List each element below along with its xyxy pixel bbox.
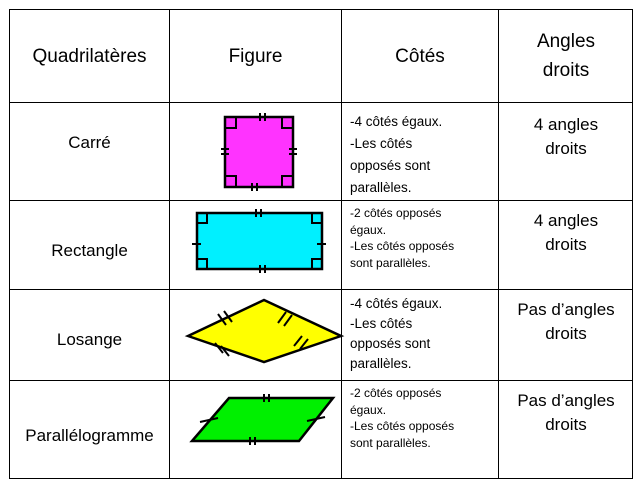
row-name-square: Carré	[68, 133, 111, 152]
sides-line: opposés sont	[350, 336, 431, 351]
sides-line: parallèles.	[350, 356, 412, 371]
angles-line: Pas d’angles	[517, 300, 615, 319]
sides-line: -Les côtés opposés	[350, 239, 455, 253]
angles-line: droits	[545, 324, 587, 343]
row-name-parallelogram: Parallélogramme	[25, 426, 154, 445]
sides-line: -2 côtés opposés	[350, 386, 442, 400]
parallelogram-figure	[192, 394, 333, 445]
angles-line: Pas d’angles	[517, 391, 615, 410]
sides-line: sont parallèles.	[350, 435, 431, 450]
quadrilaterals-table	[9, 9, 633, 479]
header-angles-line1: Angles	[536, 31, 596, 52]
row-name-rhombus: Losange	[56, 330, 123, 349]
rhombus-shape	[188, 300, 341, 362]
sides-line: -4 côtés égaux.	[350, 114, 443, 129]
row-name-rectangle: Rectangle	[51, 241, 128, 260]
sides-line: parallèles.	[350, 180, 412, 195]
angles-line: droits	[545, 139, 587, 158]
sides-line: opposés sont	[350, 158, 431, 173]
rectangle-shape	[197, 213, 322, 269]
rectangle-figure	[192, 209, 326, 273]
angles-line: 4 angles	[533, 211, 599, 230]
figures-layer	[10, 10, 634, 480]
sides-line: -Les côtés	[350, 316, 413, 331]
header-sides: Côtés	[395, 45, 445, 67]
rhombus-figure	[188, 300, 341, 362]
square-figure	[221, 113, 297, 191]
sides-line: -2 côtés opposés	[350, 206, 442, 220]
sides-line: -Les côtés	[350, 136, 413, 151]
header-shape: Quadrilatères	[32, 45, 147, 67]
header-angles-line2: droits	[542, 60, 590, 81]
sides-line: sont parallèles.	[350, 255, 431, 270]
sides-line: -Les côtés opposés	[350, 419, 455, 433]
sides-line: -4 côtés égaux.	[350, 296, 443, 311]
angles-line: droits	[545, 415, 587, 434]
sides-line: égaux.	[350, 402, 387, 417]
header-figure: Figure	[228, 45, 283, 67]
angles-line: droits	[545, 235, 587, 254]
angles-line: 4 angles	[533, 115, 599, 134]
sides-line: égaux.	[350, 222, 387, 237]
